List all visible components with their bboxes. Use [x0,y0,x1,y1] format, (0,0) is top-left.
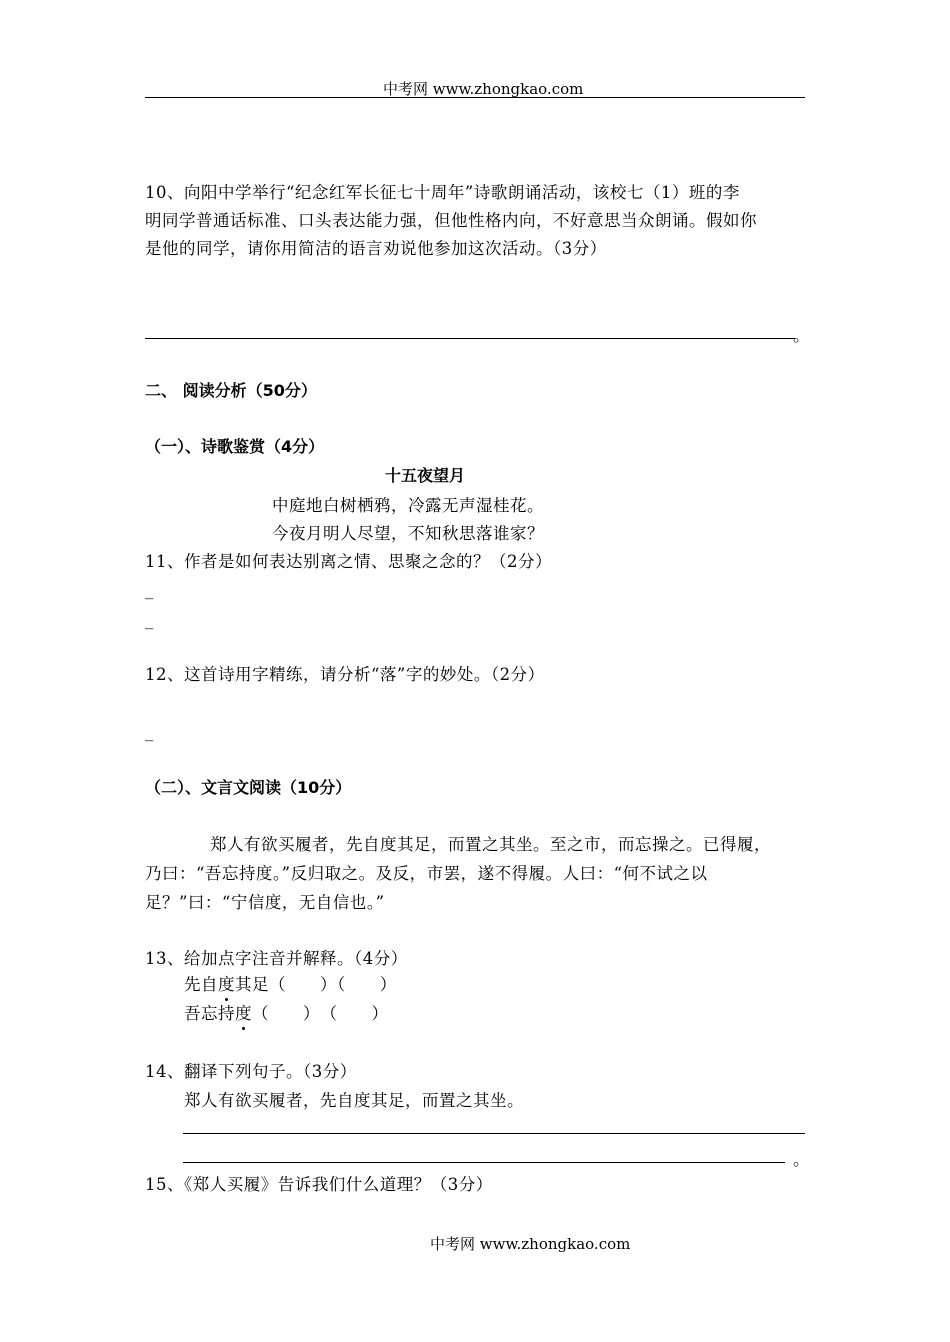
q14-answer-line-2[interactable] [183,1162,785,1163]
section-2-title: 二、 阅读分析（50分） [145,381,317,400]
dotted-char: 度 [235,1000,252,1024]
passage-line-1: 郑人有欲买履者，先自度其足，而置之其坐。至之市，而忘操之。已得履， [210,835,771,854]
q13-item-a-blanks[interactable]: 其足（ ）（ ） [235,975,397,994]
q14-text: 14、翻译下列句子。（3分） [145,1062,357,1081]
q11-text: 11、作者是如何表达别离之情、思聚之念的？（2分） [145,552,552,571]
q13-text: 13、给加点字注音并解释。（4分） [145,949,408,968]
part-1-title: （一）、诗歌鉴赏（4分） [145,437,325,456]
page-header: 中考网 www.zhongkao.com [383,80,584,98]
q14-answer-line-1[interactable] [183,1133,805,1134]
q10-answer-line[interactable] [145,338,795,339]
part-2-title: （二）、文言文阅读（10分） [145,778,352,797]
q13-item-b [184,1000,389,1024]
passage-line-3: 足？”曰：“宁信度，无自信也。” [145,893,385,912]
q12-answer-blank[interactable]: _ [145,722,154,741]
q14-end-mark: 。 [793,1150,810,1169]
passage-line-2: 乃曰：“吾忘持度。”反归取之。及反，市罢，遂不得履。人曰：“何不试之以 [145,864,708,883]
q13-item-b-prefix: 吾忘持 [184,1004,235,1023]
q13-item-a [184,971,397,995]
q11-answer-blank-2[interactable]: _ [145,610,154,629]
q12-text: 12、这首诗用字精练，请分析“落”字的妙处。（2分） [145,665,545,684]
poem-line-1: 中庭地白树栖鸦，冷露无声湿桂花。 [272,496,544,515]
dotted-char: 度 [218,971,235,995]
q10-line-3: 是他的同学，请你用简洁的语言劝说他参加这次活动。（3分） [145,239,607,258]
q10-line-2: 明同学普通话标准、口头表达能力强，但他性格内向，不好意思当众朗诵。假如你 [145,211,757,230]
q13-item-b-blanks[interactable]: （ ） （ ） [252,1004,389,1023]
q10-end-mark: 。 [793,326,810,345]
q13-item-a-prefix: 先自 [184,975,218,994]
q11-answer-blank-1[interactable]: _ [145,580,154,599]
q10-line-1: 10、向阳中学举行“纪念红军长征七十周年”诗歌朗诵活动，该校七（1）班的李 [145,183,740,202]
page-footer: 中考网 www.zhongkao.com [430,1235,631,1253]
q14-sentence: 郑人有欲买履者，先自度其足，而置之其坐。 [184,1091,524,1110]
poem-line-2: 今夜月明人尽望，不知秋思落谁家？ [272,524,544,543]
header-rule [145,97,805,98]
poem-title: 十五夜望月 [385,466,466,485]
q15-text: 15、《郑人买履》告诉我们什么道理？（3分） [145,1175,493,1194]
